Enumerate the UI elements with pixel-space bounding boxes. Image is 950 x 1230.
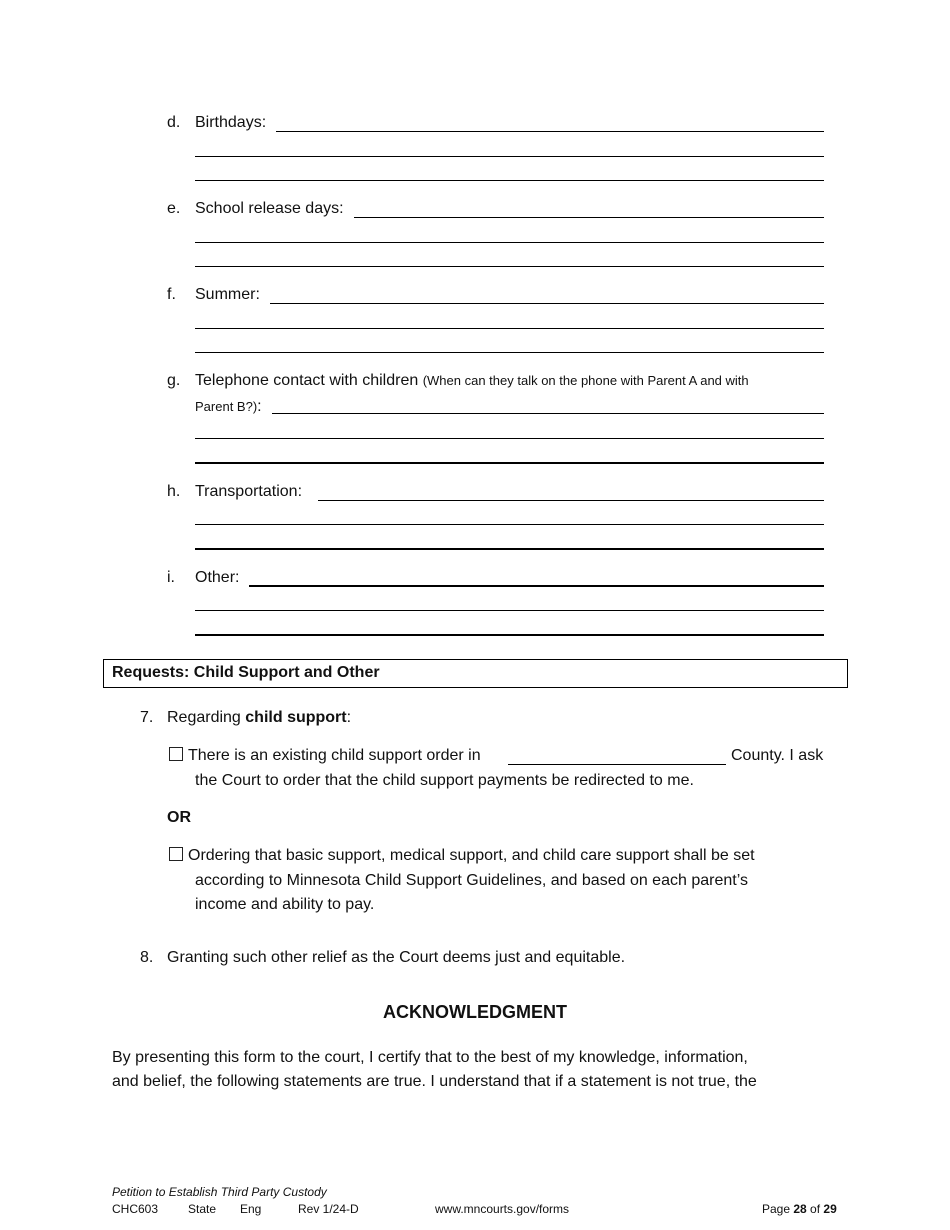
item-h-letter: h. <box>167 483 181 500</box>
transportation-line-1[interactable] <box>318 500 824 501</box>
item-f-label: Summer: <box>195 286 260 303</box>
school-release-line-3[interactable] <box>195 266 824 267</box>
item-7-bold: child support <box>245 709 347 726</box>
option2-line1: Ordering that basic support, medical support, and child care support shall be set <box>188 847 755 864</box>
item-g-label-line2 <box>195 397 262 417</box>
item-7-suffix: : <box>346 709 352 726</box>
footer-page-number: 28 <box>793 1202 807 1216</box>
option1-line1: There is an existing child support order in <box>188 747 481 764</box>
item-7-number: 7. <box>140 709 154 726</box>
item-g-letter: g. <box>167 372 181 389</box>
footer-page <box>762 1202 837 1217</box>
item-g-note2: Parent B?) <box>195 399 258 414</box>
option2-line3: income and ability to pay. <box>195 896 375 913</box>
item-7-prefix: Regarding <box>167 709 246 726</box>
item-i-letter: i. <box>167 569 175 586</box>
item-g-label-text: Telephone contact with children <box>195 372 419 389</box>
item-h-label: Transportation: <box>195 483 303 500</box>
item-8-number: 8. <box>140 949 154 966</box>
school-release-line-2[interactable] <box>195 242 824 243</box>
footer-page-prefix: Page <box>762 1202 794 1216</box>
other-line-2[interactable] <box>195 610 824 611</box>
footer-page-total: 29 <box>823 1202 837 1216</box>
item-g-colon: : <box>257 398 262 415</box>
transportation-line-3[interactable] <box>195 548 824 550</box>
summer-line-1[interactable] <box>270 303 824 304</box>
footer-form-title: Petition to Establish Third Party Custody <box>112 1185 327 1199</box>
acknowledgment-heading: ACKNOWLEDGMENT <box>383 1002 567 1022</box>
item-8-text: Granting such other relief as the Court deems just and equitable. <box>167 949 626 966</box>
section-header-title: Requests: Child Support and Other <box>112 664 380 681</box>
other-line-3[interactable] <box>195 634 824 636</box>
acknowledgment-line2: and belief, the following statements are true. I understand that if a statement is not true, the <box>112 1073 757 1090</box>
footer-lang: Eng <box>240 1202 262 1216</box>
item-7-text <box>167 708 351 728</box>
telephone-line-2[interactable] <box>195 438 824 439</box>
transportation-line-2[interactable] <box>195 524 824 525</box>
section-header-box <box>103 659 848 688</box>
item-e-letter: e. <box>167 200 181 217</box>
item-f-letter: f. <box>167 286 176 303</box>
school-release-line-1[interactable] <box>354 217 824 218</box>
summer-line-2[interactable] <box>195 328 824 329</box>
existing-order-checkbox[interactable] <box>169 747 183 761</box>
item-g-label <box>195 371 749 391</box>
acknowledgment-line1: By presenting this form to the court, I certify that to the best of my knowledge, information, <box>112 1049 748 1066</box>
other-line-1[interactable] <box>249 585 824 587</box>
footer-rev: Rev 1/24-D <box>298 1202 359 1216</box>
summer-line-3[interactable] <box>195 352 824 353</box>
birthdays-line-1[interactable] <box>276 131 824 132</box>
option-guidelines <box>169 846 755 866</box>
footer-state: State <box>188 1202 217 1216</box>
footer-page-of: of <box>806 1202 824 1216</box>
item-d-letter: d. <box>167 114 181 131</box>
county-line[interactable] <box>508 764 726 765</box>
option1-line2: the Court to order that the child support payments be redirected to me. <box>195 772 694 789</box>
option1-county: County. I ask <box>731 747 824 764</box>
telephone-line-3[interactable] <box>195 462 824 464</box>
telephone-line-1[interactable] <box>272 413 824 414</box>
guidelines-checkbox[interactable] <box>169 847 183 861</box>
birthdays-line-3[interactable] <box>195 180 824 181</box>
option-existing-order <box>169 746 481 766</box>
or-label: OR <box>167 809 191 826</box>
item-g-note: (When can they talk on the phone with Parent A and with <box>422 373 749 388</box>
item-e-label: School release days: <box>195 200 344 217</box>
footer-code: CHC603 <box>112 1202 159 1216</box>
birthdays-line-2[interactable] <box>195 156 824 157</box>
item-i-label: Other: <box>195 569 240 586</box>
item-d-label: Birthdays: <box>195 114 267 131</box>
option2-line2: according to Minnesota Child Support Guidelines, and based on each parent’s <box>195 872 748 889</box>
footer-url[interactable]: www.mncourts.gov/forms <box>435 1202 570 1216</box>
